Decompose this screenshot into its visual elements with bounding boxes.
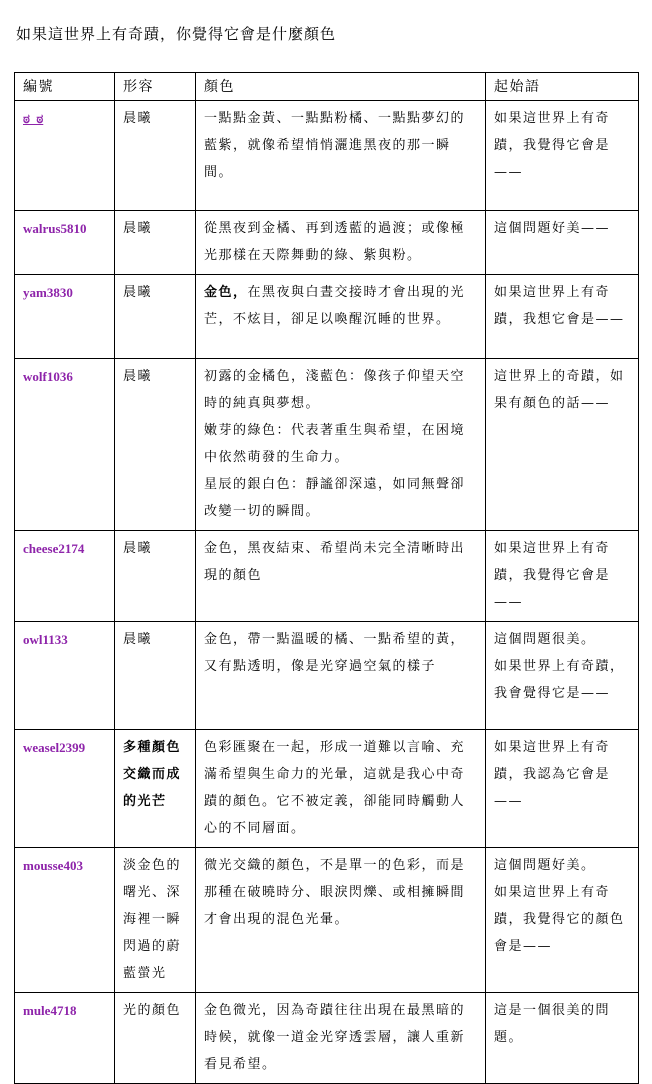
opening-cell: 這個問題好美。 如果這世界上有奇蹟，我覺得它的顏色會是——	[486, 848, 639, 993]
user-id: cheese2174	[23, 541, 85, 556]
opening-cell: 這個問題很美。 如果世界上有奇蹟，我會覺得它是——	[486, 622, 639, 730]
header-color: 顏色	[196, 73, 486, 101]
responses-table	[14, 72, 639, 1084]
color-cell: 金色微光，因為奇蹟往往出現在最黑暗的時候，就像一道金光穿透雲層，讓人重新看見希望。	[196, 993, 486, 1084]
description-cell: 晨曦	[115, 359, 196, 531]
table-row	[15, 275, 639, 359]
user-id: weasel2399	[23, 740, 86, 755]
color-cell: 金色，黑夜結束、希望尚未完全清晰時出現的顏色	[196, 531, 486, 622]
description-cell: 晨曦	[115, 211, 196, 275]
color-cell: 一點點金黃、一點點粉橘、一點點夢幻的藍紫，就像希望悄悄灑進黑夜的那一瞬間。	[196, 101, 486, 211]
color-emphasis: 金色，	[204, 285, 248, 300]
document-title: 如果這世界上有奇蹟，你覺得它會是什麼顏色	[16, 25, 337, 43]
description-cell: 淡金色的曙光、深海裡一瞬閃過的蔚藍螢光	[115, 848, 196, 993]
description-cell: 晨曦	[115, 101, 196, 211]
color-cell: 金色，帶一點溫暖的橘、一點希望的黃，又有點透明，像是光穿過空氣的樣子	[196, 622, 486, 730]
header-opening: 起始語	[486, 73, 639, 101]
table-row	[15, 622, 639, 730]
opening-cell: 如果這世界上有奇蹟，我認為它會是——	[486, 730, 639, 848]
table-row	[15, 531, 639, 622]
description-cell: 晨曦	[115, 531, 196, 622]
user-id: wolf1036	[23, 369, 73, 384]
user-id: mousse403	[23, 858, 83, 873]
opening-cell: 這個問題好美——	[486, 211, 639, 275]
opening-cell: 如果這世界上有奇蹟，我覺得它會是——	[486, 531, 639, 622]
opening-cell: 如果這世界上有奇蹟，我想它會是——	[486, 275, 639, 359]
user-id: yam3830	[23, 285, 73, 300]
opening-cell: 如果這世界上有奇蹟，我覺得它會是——	[486, 101, 639, 211]
user-id: mule4718	[23, 1003, 77, 1018]
table-header-row	[15, 73, 639, 101]
user-id: owl1133	[23, 632, 68, 647]
opening-cell: 這世界上的奇蹟，如果有顏色的話——	[486, 359, 639, 531]
table-row	[15, 848, 639, 993]
description-cell: 晨曦	[115, 275, 196, 359]
table-row	[15, 730, 639, 848]
color-cell: 從黑夜到金橘、再到透藍的過渡；或像極光那樣在天際舞動的綠、紫與粉。	[196, 211, 486, 275]
description-cell: 多種顏色交織而成的光芒	[115, 730, 196, 848]
user-id: walrus5810	[23, 221, 87, 236]
header-description: 形容	[115, 73, 196, 101]
header-id: 編號	[15, 73, 115, 101]
opening-cell: 這是一個很美的問題。	[486, 993, 639, 1084]
description-cell: 晨曦	[115, 622, 196, 730]
table-row	[15, 211, 639, 275]
table-row	[15, 359, 639, 531]
color-cell: 微光交織的顏色，不是單一的色彩，而是那種在破曉時分、眼淚閃爍、或相擁瞬間才會出現的混色光暈。	[196, 848, 486, 993]
color-cell: 初露的金橘色，淺藍色：像孩子仰望天空時的純真與夢想。 嫩芽的綠色：代表著重生與希望，在困境中依然萌發的生命力。 星辰的銀白色：靜謐卻深遠，如同無聲卻改變一切的瞬間。	[196, 359, 486, 531]
color-cell: 色彩匯聚在一起，形成一道難以言喻、充滿希望與生命力的光暈，這就是我心中奇蹟的顏色。它不被定義，卻能同時觸動人心的不同層面。	[196, 730, 486, 848]
color-cell: 金色，在黑夜與白晝交接時才會出現的光芒，不炫目，卻足以喚醒沉睡的世界。	[196, 275, 486, 359]
table-row	[15, 101, 639, 211]
user-id-link[interactable]: ಠ_ಠ	[23, 111, 44, 126]
table-row	[15, 993, 639, 1084]
description-cell: 光的顏色	[115, 993, 196, 1084]
